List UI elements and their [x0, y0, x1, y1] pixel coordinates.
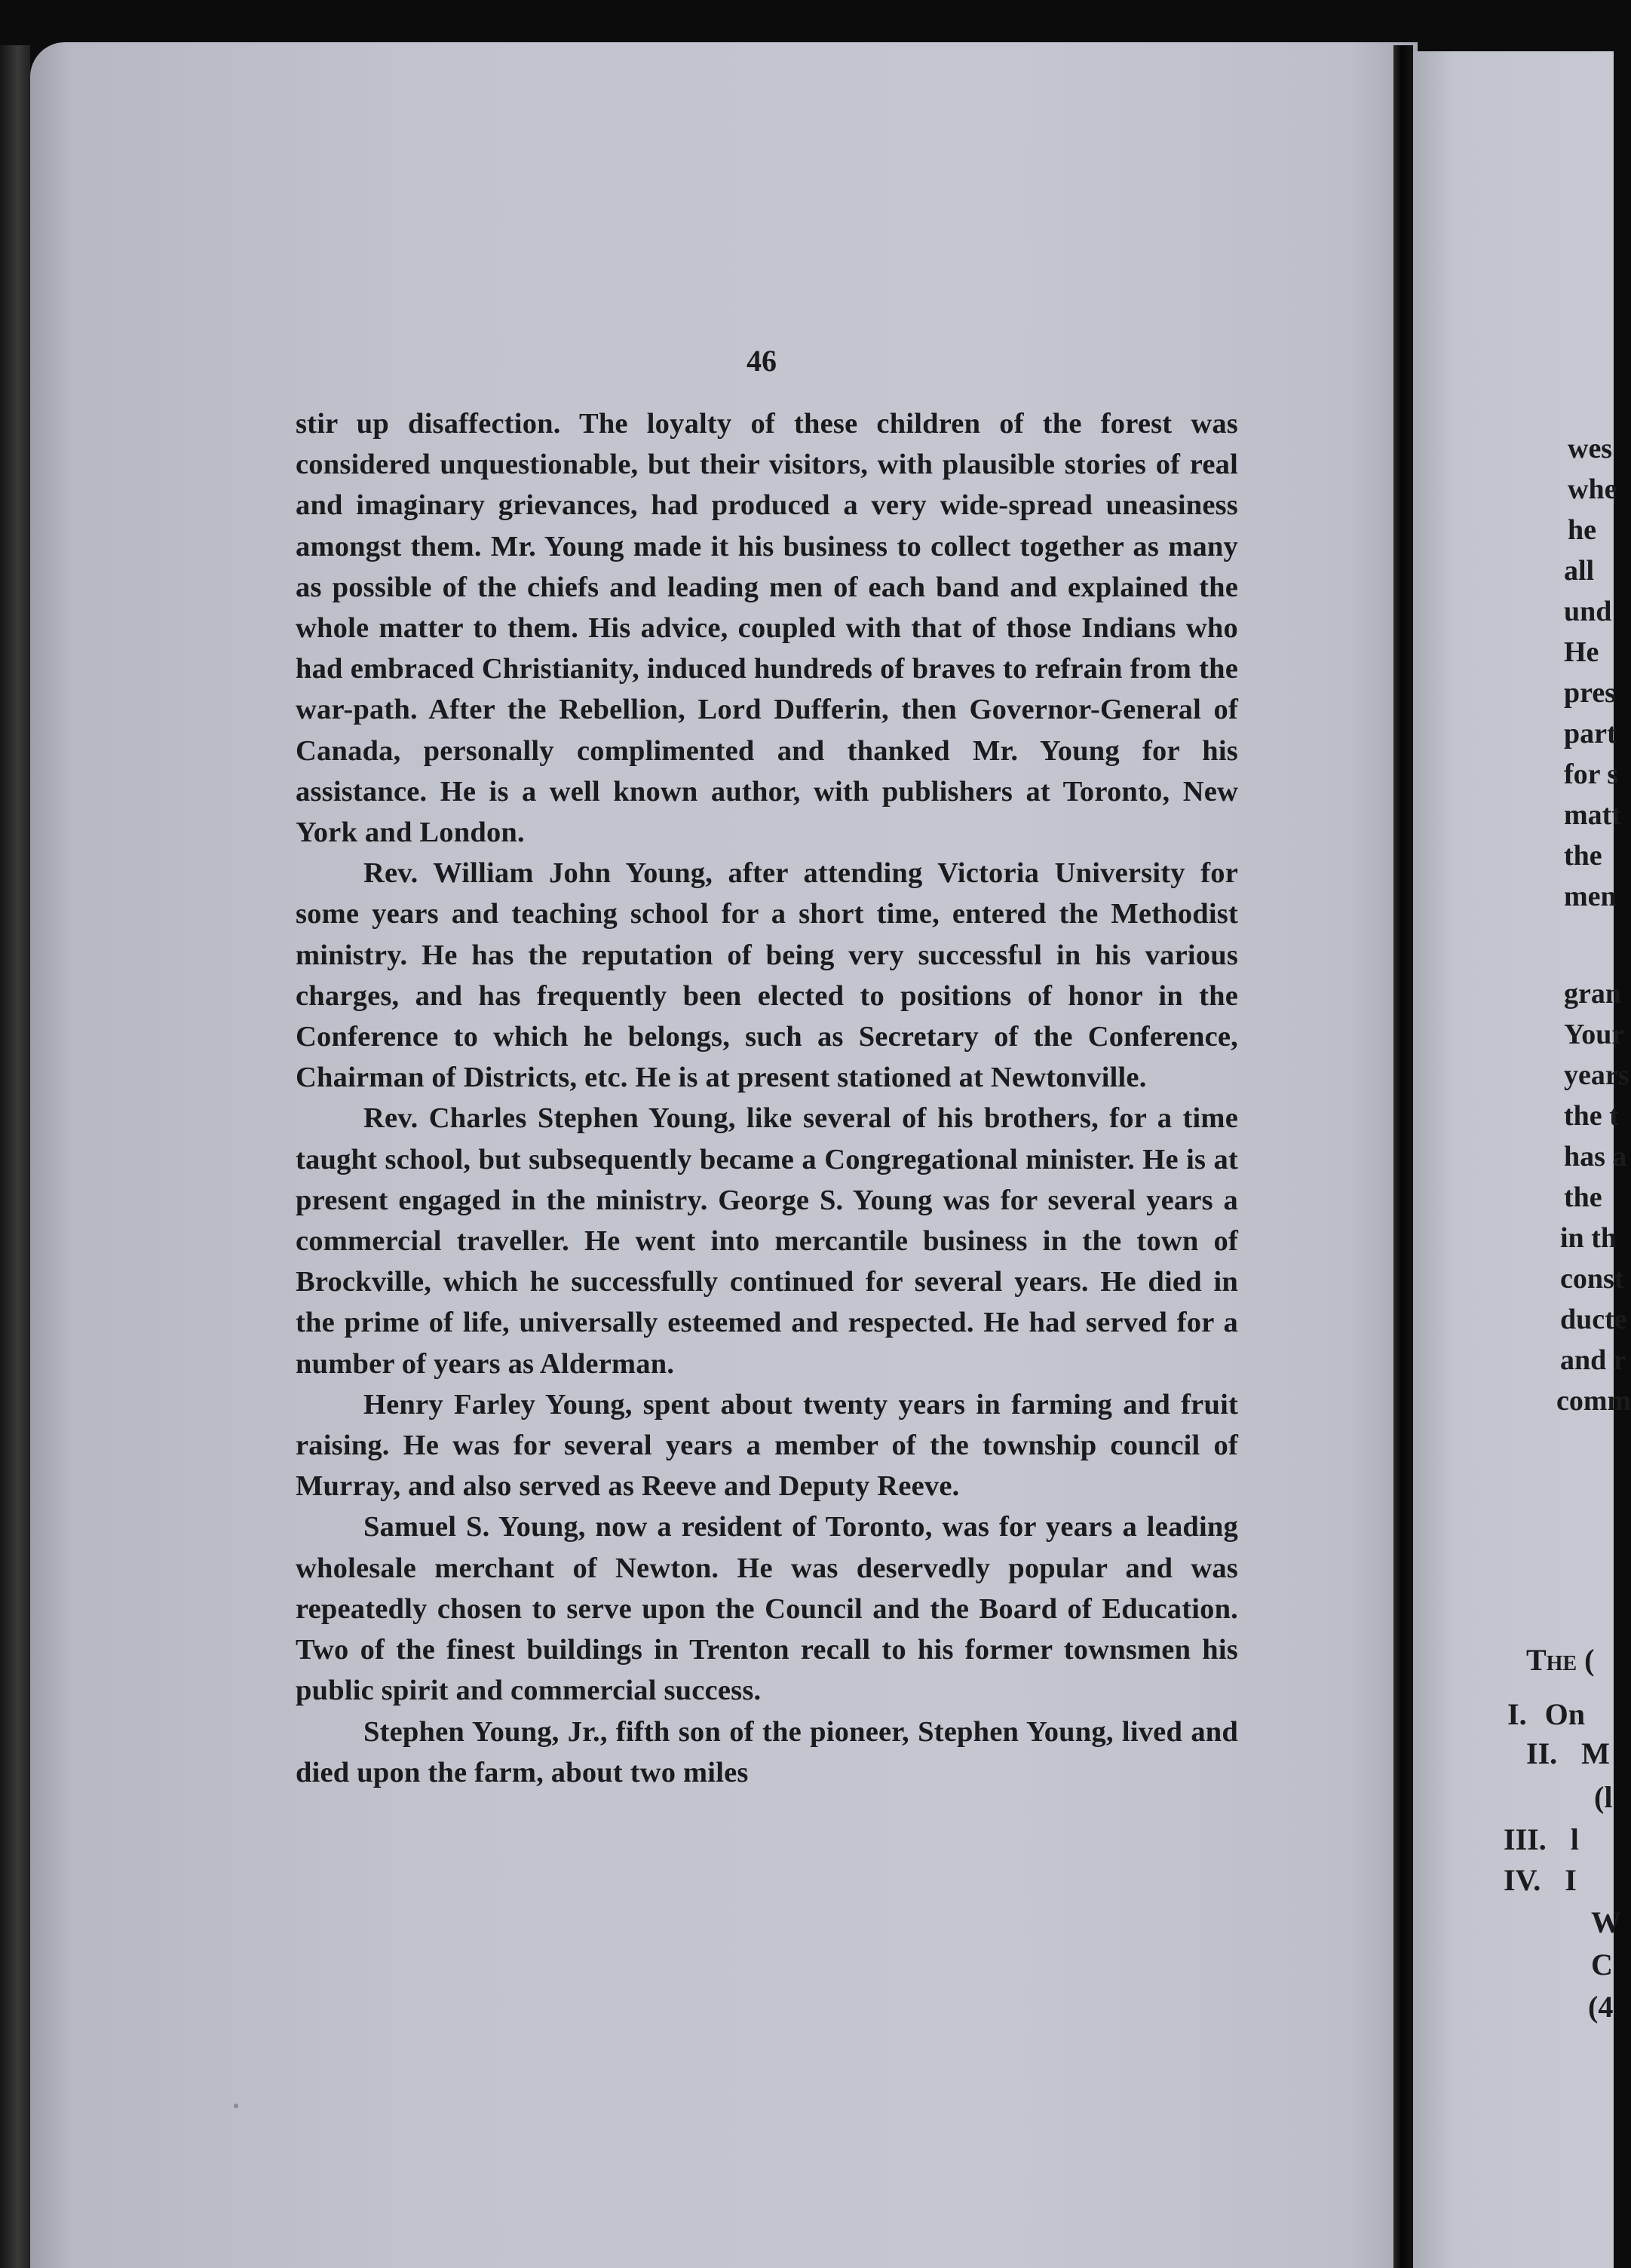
fragment-line: for s [1564, 759, 1619, 790]
toc-line [1588, 1989, 1613, 2024]
book-gutter [1393, 45, 1413, 2268]
toc-numeral: I. [1507, 1697, 1527, 1731]
toc-numeral: III. [1504, 1822, 1547, 1856]
paragraph-william-john-young: Rev. William John Young, after attending Victoria University for some years and teaching school for a short time, entered the Methodist ministry. He has the reputation of being very successful in his various charges, and has frequently been elected to positions of honor in the Conference to which he belongs, such as Secretary of the Conference, Chairman of Districts, etc. He is at present stationed at Newtonville. [296, 857, 1238, 1094]
toc-line [1507, 1696, 1585, 1732]
fragment-line: the [1564, 840, 1602, 872]
toc-text: On [1544, 1697, 1585, 1731]
toc-numeral: IV. [1504, 1863, 1541, 1897]
fragment-line: he [1568, 514, 1596, 546]
toc-text: I [1565, 1863, 1577, 1897]
fragment-line: men [1564, 881, 1617, 912]
paragraph-henry-farley-young: Henry Farley Young, spent about twenty years in farming and fruit raising. He was for several years a member of the township council of Murray, and also served as Reeve and Deputy Reeve. [296, 1388, 1238, 1503]
toc-line [1591, 1905, 1621, 1940]
toc-numeral: II. [1526, 1736, 1558, 1770]
fragment-line: part [1564, 718, 1617, 749]
toc-line [1526, 1736, 1610, 1771]
facing-page-cropped [1413, 51, 1631, 2268]
fragment-line: matt [1564, 799, 1621, 831]
toc-line [1591, 1947, 1613, 1982]
fragment-line: whe [1568, 474, 1617, 505]
fragment-line: wes [1568, 433, 1613, 464]
fragment-line: and r [1560, 1344, 1626, 1376]
fragment-line: ducte [1560, 1304, 1627, 1335]
fragment-line: the t [1564, 1100, 1619, 1132]
fragment-line: comm [1556, 1385, 1631, 1417]
toc-line [1504, 1822, 1579, 1857]
fragment-line: in th [1560, 1222, 1617, 1254]
page-number: 46 [747, 344, 777, 378]
toc-text: (4 [1588, 1990, 1614, 2024]
left-binding-edge [0, 45, 30, 2268]
toc-text: (l [1594, 1780, 1613, 1814]
paragraph-charles-stephen-young: Rev. Charles Stephen Young, like several of his brothers, for a time taught school, but subsequently became a Congregational minister. He is at present engaged in the ministry. George S. Young was for several years a commercial traveller. He went into mercantile business in the town of Brockville, which he successfully continued for several years. He died in the prime of life, universally esteemed and respected. He had served for a number of years as Alderman. [296, 1102, 1238, 1380]
toc-heading-fragment: The ( [1526, 1643, 1595, 1677]
toc-text: W [1591, 1905, 1621, 1939]
fragment-line: the [1564, 1182, 1602, 1213]
paragraph-stephen-young-jr: Stephen Young, Jr., fifth son of the pioneer, Stephen Young, lived and died upon the farm, about two miles [296, 1715, 1238, 1788]
fragment-line: years [1564, 1059, 1629, 1091]
toc-line [1594, 1779, 1612, 1815]
paragraph-samuel-s-young: Samuel S. Young, now a resident of Toronto, was for years a leading wholesale merchant of Newton. He was deservedly popular and was repeatedly chosen to serve upon the Council and the Board of Education. Two of the finest buildings in Trenton recall to his former townsmen his public spirit and commercial success. [296, 1511, 1238, 1707]
fragment-line: und [1564, 596, 1612, 627]
toc-text: M [1581, 1736, 1610, 1770]
toc-text: l [1570, 1822, 1579, 1856]
toc-text: C [1591, 1948, 1613, 1981]
fragment-line: gran [1564, 978, 1621, 1010]
fragment-line: pres [1564, 677, 1616, 709]
paragraph-continuation: stir up disaffection. The loyalty of these children of the forest was considered unquestionable, but their visitors, with plausible stories of real and imaginary grievances, had produced a very wide-spread uneasiness amongst them. Mr. Young made it his business to collect together as many as possible of the chiefs and leading men of each band and explained the whole matter to them. His advice, coupled with that of those Indians who had embraced Christianity, induced hundreds of braves to refrain from the war-path. After the Rebellion, Lord Dufferin, then Governor-General of Canada, personally complimented and thanked Mr. Young for his assistance. He is a well known author, with publishers at Toronto, New York and London. [296, 408, 1238, 849]
fragment-line: has a [1564, 1141, 1627, 1172]
fragment-line: all [1564, 555, 1595, 587]
fragment-line: He [1564, 636, 1599, 668]
body-text [296, 403, 1238, 1793]
toc-line [1504, 1862, 1577, 1898]
fragment-line: Your [1564, 1019, 1625, 1050]
paper-speck [234, 2104, 238, 2108]
fragment-line: const [1560, 1263, 1624, 1295]
